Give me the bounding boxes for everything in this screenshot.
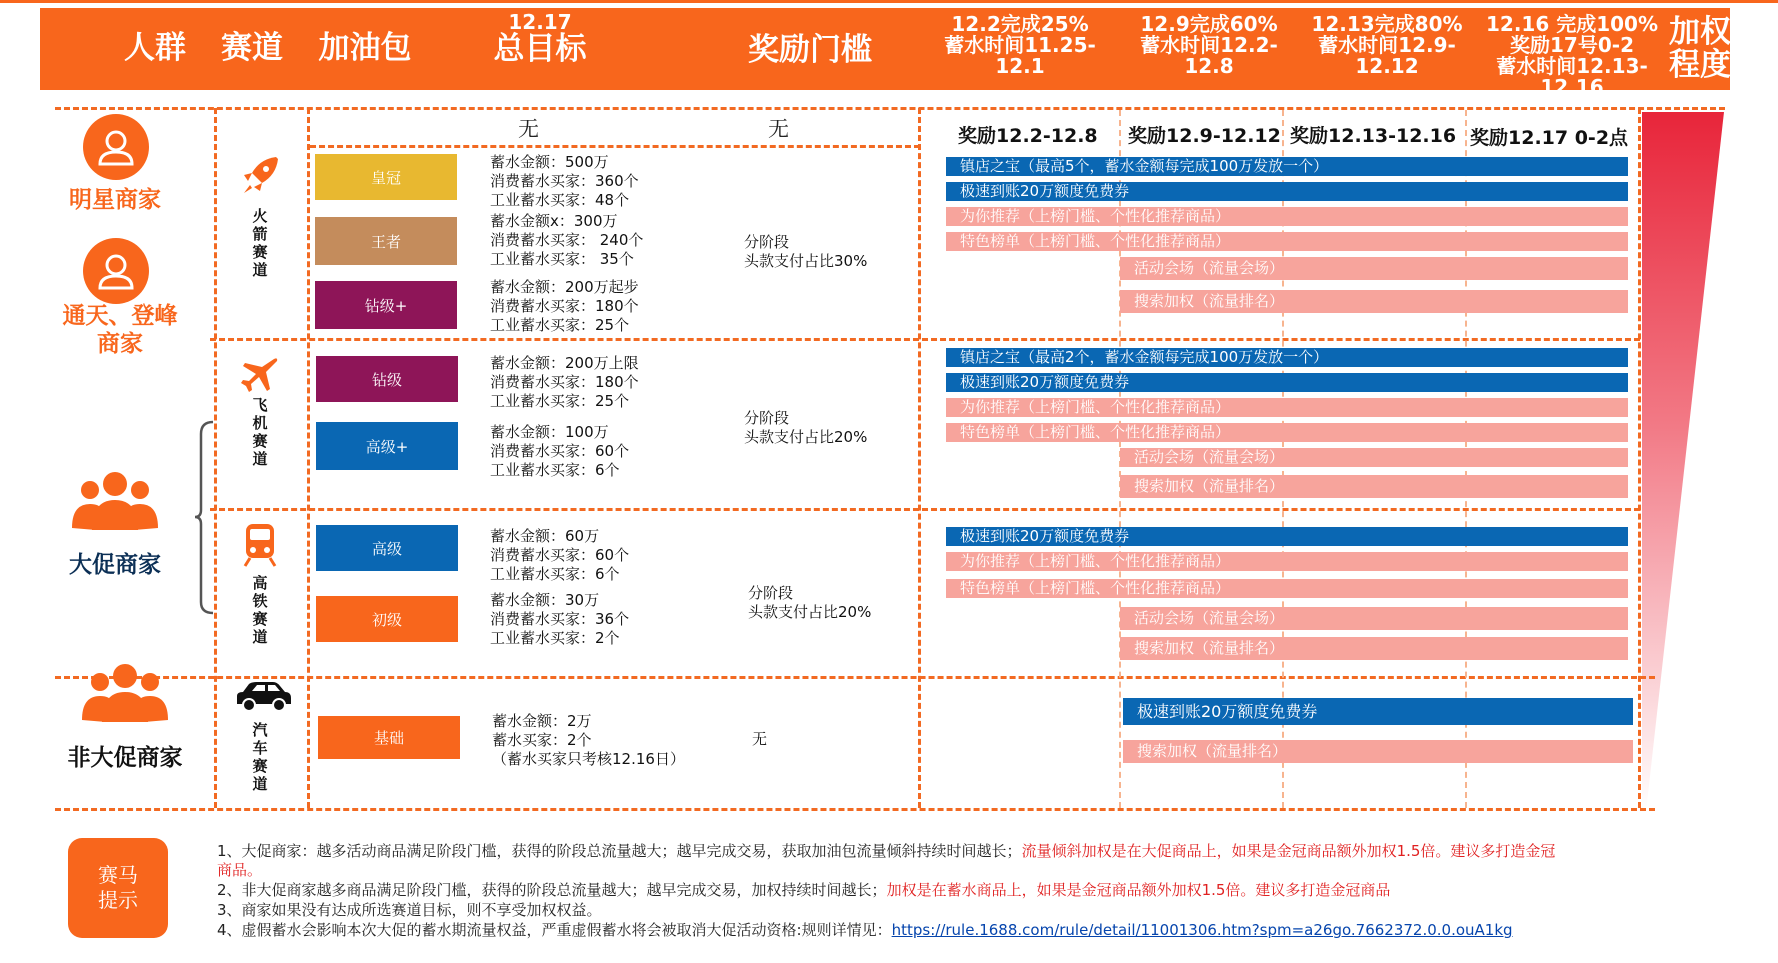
grid-col-3 <box>918 108 921 808</box>
top-accent-line <box>0 0 1778 3</box>
promo-bracket <box>195 420 215 615</box>
nonpromo-merchant-group-icon <box>80 660 170 730</box>
car-icon <box>233 680 295 714</box>
bar-venue: 活动会场（流量会场） <box>1120 257 1628 280</box>
airplane-icon <box>240 355 280 395</box>
grid-line-bottom <box>55 808 1655 811</box>
stage-rocket: 分阶段 头款支付占比30% <box>744 233 868 270</box>
bar-recommend: 为你推荐（上榜门槛、个性化推荐商品） <box>946 552 1628 571</box>
bar-search: 搜索加权（流量排名） <box>1123 740 1633 763</box>
promo-merchant-group-icon <box>70 468 160 538</box>
tier-diamond: 钻级 <box>316 356 458 402</box>
train-track-label: 高铁赛道 <box>252 574 268 646</box>
tier-king: 王者 <box>315 217 457 265</box>
tier-senior-plus: 高级+ <box>316 422 458 470</box>
tip-line-2: 2、非大促商家越多商品满足阶段门槛，获得的阶段总流量越大；越早完成交易，加权持续时间越长；加权是在蓄水商品上，如果是金冠商品额外加权1.5倍。建议多打造金冠商品 <box>217 881 1391 899</box>
bar-search: 搜索加权（流量排名） <box>1120 637 1628 660</box>
bar-ranking: 特色榜单（上榜门槛、个性化推荐商品） <box>946 232 1628 251</box>
fuel-none: 无 <box>518 117 539 141</box>
rocket-track-label: 火箭赛道 <box>252 207 268 279</box>
criteria-diamond: 蓄水金额：200万上限 消费蓄水买家：180个 工业蓄水买家：25个 <box>490 354 639 410</box>
tier-basic: 基础 <box>318 716 460 759</box>
summit-merchant-avatar <box>83 238 149 304</box>
bar-shop-treasure-2: 镇店之宝（最高2个，蓄水金额每完成100万发放一个） <box>946 348 1628 367</box>
stage-car: 无 <box>752 730 768 748</box>
grid-line-train-end <box>55 676 1655 679</box>
nonpromo-merchant-label: 非大促商家 <box>67 745 183 771</box>
bar-coupon: 极速到账20万额度免费券 <box>946 373 1628 392</box>
header-fuel-pack: 加油包 <box>318 30 412 66</box>
person-icon <box>83 114 149 180</box>
plane-track-label: 飞机赛道 <box>252 396 268 468</box>
grid-col-4 <box>1638 108 1641 808</box>
tips-badge: 赛马 提示 <box>68 838 168 938</box>
criteria-senior: 蓄水金额：60万 消费蓄水买家：60个 工业蓄水买家：6个 <box>490 527 630 583</box>
header-phase2: 12.9完成60% 蓄水时间12.2- 12.8 <box>1140 12 1278 78</box>
header-phase3: 12.13完成80% 蓄水时间12.9- 12.12 <box>1311 12 1463 78</box>
grid-line-sub <box>310 145 920 148</box>
criteria-senior-plus: 蓄水金额：100万 消费蓄水买家：60个 工业蓄水买家：6个 <box>490 423 630 479</box>
grid-col-2 <box>307 108 310 808</box>
reward-phase-2: 奖励12.9-12.12 <box>1128 125 1281 147</box>
reward-phase-3: 奖励12.13-12.16 <box>1290 125 1457 147</box>
tier-junior: 初级 <box>316 596 458 642</box>
bar-ranking: 特色榜单（上榜门槛、个性化推荐商品） <box>946 423 1628 442</box>
bar-search: 搜索加权（流量排名） <box>1120 290 1628 313</box>
criteria-junior: 蓄水金额：30万 消费蓄水买家：36个 工业蓄水买家：2个 <box>490 591 630 647</box>
header-crowd: 人群 <box>124 30 186 66</box>
star-merchant-label: 明星商家 <box>69 187 161 213</box>
criteria-king: 蓄水金额x：300万 消费蓄水买家： 240个 工业蓄水买家： 35个 <box>490 212 644 268</box>
promo-merchant-label: 大促商家 <box>69 552 161 578</box>
stage-plane: 分阶段 头款支付占比20% <box>744 409 868 446</box>
threshold-none: 无 <box>768 117 789 141</box>
stage-train: 分阶段 头款支付占比20% <box>748 584 872 621</box>
summit-merchant-label: 通天、登峰 商家 <box>62 303 178 357</box>
header-banner <box>40 8 1731 99</box>
reward-phase-4: 奖励12.17 0-2点 <box>1470 127 1629 149</box>
bar-coupon: 极速到账20万额度免费券 <box>946 527 1628 546</box>
tier-senior: 高级 <box>316 525 458 571</box>
weight-gradient-wedge <box>1640 112 1726 812</box>
bar-coupon: 极速到账20万额度免费券 <box>1123 698 1633 725</box>
bar-recommend: 为你推荐（上榜门槛、个性化推荐商品） <box>946 398 1628 417</box>
header-track: 赛道 <box>221 30 283 66</box>
criteria-diamond-plus: 蓄水金额：200万起步 消费蓄水买家：180个 工业蓄水买家：25个 <box>490 278 639 334</box>
train-icon <box>242 522 278 568</box>
tip-line-1: 1、大促商家：越多活动商品满足阶段门槛，获得的阶段总流量越大；越早完成交易，获取加油包流量倾斜持续时间越长；流量倾斜加权是在大促商品上，如果是金冠商品额外加权1.5倍。建议多打造金冠 <box>217 842 1556 860</box>
header-phase1: 12.2完成25% 蓄水时间11.25- 12.1 <box>944 12 1096 78</box>
header-target: 12.17 总目标 <box>493 10 587 67</box>
grid-line-plane-end <box>210 508 1640 511</box>
bar-ranking: 特色榜单（上榜门槛、个性化推荐商品） <box>946 579 1628 598</box>
bar-search: 搜索加权（流量排名） <box>1120 475 1628 498</box>
bar-venue: 活动会场（流量会场） <box>1120 448 1628 467</box>
grid-line-top <box>55 107 1725 110</box>
header-phase4: 12.16 完成100% 奖励17号0-2 蓄水时间12.13-12.16 <box>1485 12 1658 99</box>
grid-line-rocket-end <box>210 338 1640 341</box>
star-merchant-avatar <box>83 114 149 180</box>
tier-crown: 皇冠 <box>315 154 457 200</box>
bar-coupon: 极速到账20万额度免费券 <box>946 182 1628 201</box>
bar-venue: 活动会场（流量会场） <box>1120 607 1628 630</box>
criteria-crown: 蓄水金额：500万 消费蓄水买家：360个 工业蓄水买家：48个 <box>490 153 639 209</box>
reward-phase-1: 奖励12.2-12.8 <box>958 125 1098 147</box>
tip-line-3: 3、商家如果没有达成所选赛道目标，则不享受加权权益。 <box>217 901 602 919</box>
rocket-icon <box>240 155 280 197</box>
header-threshold: 奖励门槛 <box>748 32 872 68</box>
person-icon <box>83 238 149 304</box>
tier-diamond-plus: 钻级+ <box>315 281 457 329</box>
rule-detail-link[interactable]: https://rule.1688.com/rule/detail/11001306.htm?spm=a26go.7662372.0.0.ouA1kg <box>891 921 1513 939</box>
criteria-basic: 蓄水金额：2万 蓄水买家：2个 （蓄水买家只考核12.16日） <box>492 712 685 768</box>
tip-line-4: 4、虚假蓄水会影响本次大促的蓄水期流量权益，严重虚假蓄水将会被取消大促活动资格:规则详情见：https://rule.1688.com/rule/detail/11001306.htm?spm=a26go.7662372.0.0.ouA1kg <box>217 921 1513 939</box>
car-track-label: 汽车赛道 <box>252 721 268 793</box>
bar-shop-treasure-5: 镇店之宝（最高5个，蓄水金额每完成100万发放一个） <box>946 157 1628 176</box>
tip-line-1-cont: 商品。 <box>217 861 263 879</box>
header-weight: 加权 程度 <box>1669 14 1731 83</box>
bar-recommend: 为你推荐（上榜门槛、个性化推荐商品） <box>946 207 1628 226</box>
